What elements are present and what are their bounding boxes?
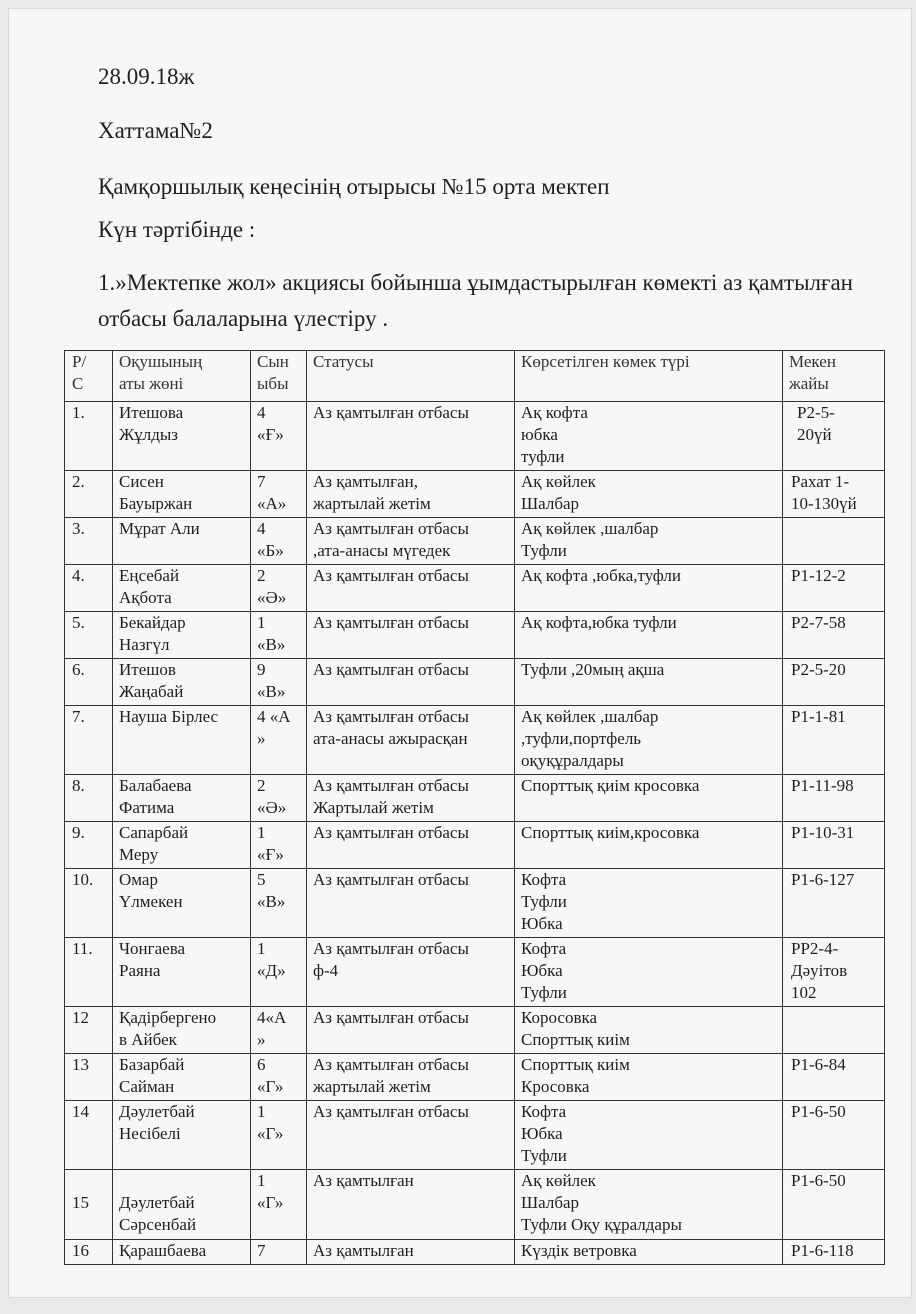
column-grade: Сын ыбы — [251, 351, 307, 402]
aid-provided: Ақ кофта,юбка туфли — [515, 612, 783, 659]
aid-distribution-table — [64, 350, 885, 1265]
family-status: Аз қамтылған отбасы — [307, 1101, 515, 1170]
aid-provided: Кофта Туфли Юбка — [515, 869, 783, 938]
student-name: Базарбай Сайман — [113, 1054, 251, 1101]
table-row — [65, 659, 885, 706]
home-address: Р1-6-118 — [783, 1240, 885, 1265]
student-grade: 5 «В» — [251, 869, 307, 938]
aid-provided: Ақ кофта юбка туфли — [515, 402, 783, 471]
student-grade: 1 «Ғ» — [251, 822, 307, 869]
student-grade: 4 «Ғ» — [251, 402, 307, 471]
row-number: 5. — [65, 612, 113, 659]
agenda-title: Күн тәртібінде : — [98, 217, 256, 242]
student-name: Дәулетбай Сәрсенбай — [113, 1170, 251, 1240]
table-row — [65, 1240, 885, 1265]
family-status: Аз қамтылған отбасы — [307, 1007, 515, 1054]
home-address: Р1-6-50 — [783, 1170, 885, 1240]
aid-provided: Спорттық қиім кросовка — [515, 775, 783, 822]
home-address: Р2-7-58 — [783, 612, 885, 659]
student-grade: 2 «Ә» — [251, 565, 307, 612]
agenda-item-1: 1.»Мектепке жол» акциясы бойынша ұымдастырылған көмекті аз қамтылған отбасы балаларына үлестіру . — [98, 270, 853, 331]
student-name: Науша Бірлес — [113, 706, 251, 775]
family-status: Аз қамтылған — [307, 1240, 515, 1265]
column-student-name: Оқушының аты жөні — [113, 351, 251, 402]
student-name: Мұрат Али — [113, 518, 251, 565]
family-status: Аз қамтылған отбасы — [307, 565, 515, 612]
student-name: Бекайдар Назгүл — [113, 612, 251, 659]
table-row — [65, 1007, 885, 1054]
aid-provided: Туфли ,20мың ақша — [515, 659, 783, 706]
home-address: Р1-6-50 — [783, 1101, 885, 1170]
student-name: Омар Үлмекен — [113, 869, 251, 938]
family-status: Аз қамтылған отбасы — [307, 869, 515, 938]
table-row — [65, 402, 885, 471]
row-number: 6. — [65, 659, 113, 706]
aid-provided: Ақ көйлек Шалбар — [515, 471, 783, 518]
row-number: 10. — [65, 869, 113, 938]
row-number: 8. — [65, 775, 113, 822]
student-name: Қарашбаева — [113, 1240, 251, 1265]
document-date: 28.09.18ж — [98, 64, 195, 89]
table-row — [65, 471, 885, 518]
family-status: Аз қамтылған отбасы — [307, 402, 515, 471]
table-row — [65, 869, 885, 938]
student-grade: 6 «Г» — [251, 1054, 307, 1101]
table-header-row — [65, 351, 885, 402]
row-number: 11. — [65, 938, 113, 1007]
home-address: Р2-5- 20үй — [783, 402, 885, 471]
table-row — [65, 775, 885, 822]
student-grade: 7 «А» — [251, 471, 307, 518]
home-address: Р1-10-31 — [783, 822, 885, 869]
meeting-title: Қамқоршылық кеңесінің отырысы №15 орта мектеп — [98, 174, 610, 199]
home-address: Рахат 1- 10-130үй — [783, 471, 885, 518]
column-aid-type: Көрсетілген көмек түрі — [515, 351, 783, 402]
family-status: Аз қамтылған отбасы ф-4 — [307, 938, 515, 1007]
aid-provided: Спорттық киім Кросовка — [515, 1054, 783, 1101]
aid-provided: Спорттық киім,кросовка — [515, 822, 783, 869]
student-grade: 4 «Б» — [251, 518, 307, 565]
student-name: Еңсебай Ақбота — [113, 565, 251, 612]
aid-provided: Ақ көйлек ,шалбар Туфли — [515, 518, 783, 565]
aid-provided: Кофта Юбка Туфли — [515, 1101, 783, 1170]
family-status: Аз қамтылған отбасы ата-анасы ажырасқан — [307, 706, 515, 775]
aid-provided: Коросовка Спорттық киім — [515, 1007, 783, 1054]
document-page — [8, 8, 912, 1298]
table-row — [65, 938, 885, 1007]
aid-provided: Ақ көйлек ,шалбар ,туфли,портфель оқуқұралдары — [515, 706, 783, 775]
family-status: Аз қамтылған отбасы жартылай жетім — [307, 1054, 515, 1101]
student-grade: 1 «В» — [251, 612, 307, 659]
student-grade: 4 «А » — [251, 706, 307, 775]
table-row — [65, 518, 885, 565]
aid-provided: Кофта Юбка Туфли — [515, 938, 783, 1007]
student-grade: 1 «Г» — [251, 1101, 307, 1170]
table-row — [65, 612, 885, 659]
row-number: 3. — [65, 518, 113, 565]
column-address: Мекен жайы — [783, 351, 885, 402]
student-grade: 9 «В» — [251, 659, 307, 706]
column-status: Статусы — [307, 351, 515, 402]
student-name: Сисен Бауыржан — [113, 471, 251, 518]
home-address — [783, 1007, 885, 1054]
home-address: Р1-12-2 — [783, 565, 885, 612]
student-name: Қадірбергено в Айбек — [113, 1007, 251, 1054]
table-row — [65, 1170, 885, 1240]
family-status: Аз қамтылған отбасы — [307, 612, 515, 659]
table-row — [65, 1054, 885, 1101]
family-status: Аз қамтылған отбасы — [307, 659, 515, 706]
student-grade: 1 «Д» — [251, 938, 307, 1007]
table-row — [65, 822, 885, 869]
student-name: Итешова Жұлдыз — [113, 402, 251, 471]
home-address: РР2-4- Дәуітов 102 — [783, 938, 885, 1007]
aid-provided: Ақ көйлек Шалбар Туфли Оқу құралдары — [515, 1170, 783, 1240]
student-grade: 4«А » — [251, 1007, 307, 1054]
column-number: Р/ С — [65, 351, 113, 402]
student-grade: 2 «Ә» — [251, 775, 307, 822]
home-address: Р1-6-127 — [783, 869, 885, 938]
row-number: 2. — [65, 471, 113, 518]
home-address — [783, 518, 885, 565]
aid-provided: Ақ кофта ,юбка,туфли — [515, 565, 783, 612]
row-number: 7. — [65, 706, 113, 775]
family-status: Аз қамтылған — [307, 1170, 515, 1240]
row-number: 13 — [65, 1054, 113, 1101]
student-name: Балабаева Фатима — [113, 775, 251, 822]
table-row — [65, 706, 885, 775]
table-row — [65, 1101, 885, 1170]
home-address: Р1-6-84 — [783, 1054, 885, 1101]
row-number: 15 — [65, 1170, 113, 1240]
student-grade: 7 — [251, 1240, 307, 1265]
student-name: Дәулетбай Несібелі — [113, 1101, 251, 1170]
home-address: Р2-5-20 — [783, 659, 885, 706]
family-status: Аз қамтылған, жартылай жетім — [307, 471, 515, 518]
student-name: Итешов Жаңабай — [113, 659, 251, 706]
student-name: Сапарбай Меру — [113, 822, 251, 869]
row-number: 9. — [65, 822, 113, 869]
family-status: Аз қамтылған отбасы — [307, 822, 515, 869]
row-number: 4. — [65, 565, 113, 612]
table-row — [65, 565, 885, 612]
row-number: 16 — [65, 1240, 113, 1265]
student-name: Чонгаева Раяна — [113, 938, 251, 1007]
aid-provided: Күздік ветровка — [515, 1240, 783, 1265]
row-number: 14 — [65, 1101, 113, 1170]
family-status: Аз қамтылған отбасы ,ата-анасы мүгедек — [307, 518, 515, 565]
family-status: Аз қамтылған отбасы Жартылай жетім — [307, 775, 515, 822]
protocol-number: Хаттама№2 — [98, 118, 213, 143]
student-grade: 1 «Г» — [251, 1170, 307, 1240]
home-address: Р1-11-98 — [783, 775, 885, 822]
home-address: Р1-1-81 — [783, 706, 885, 775]
row-number: 12 — [65, 1007, 113, 1054]
row-number: 1. — [65, 402, 113, 471]
